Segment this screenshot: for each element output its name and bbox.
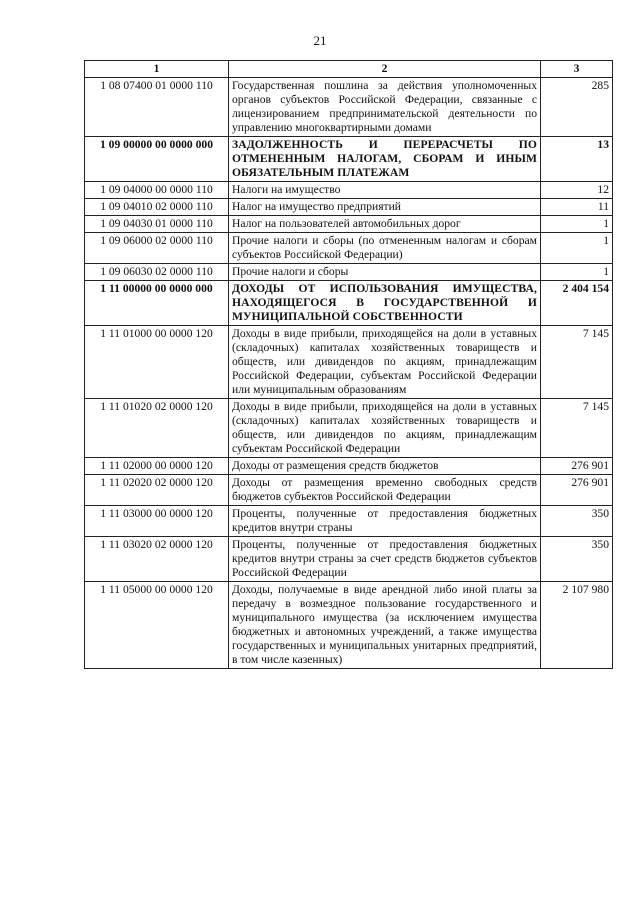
table-row xyxy=(85,475,613,506)
column-header-amount: 3 xyxy=(541,61,613,78)
row-code: 1 09 00000 00 0000 000 xyxy=(85,137,229,182)
column-header-name: 2 xyxy=(229,61,541,78)
row-name: Налог на пользователей автомобильных дорог xyxy=(229,216,541,233)
table-row xyxy=(85,281,613,326)
row-amount: 1 xyxy=(541,216,613,233)
row-code: 1 11 01020 02 0000 120 xyxy=(85,399,229,458)
row-name: Доходы от размещения временно свободных средств бюджетов субъектов Российской Федерации xyxy=(229,475,541,506)
row-amount: 7 145 xyxy=(541,326,613,399)
row-code: 1 09 04030 01 0000 110 xyxy=(85,216,229,233)
row-amount: 7 145 xyxy=(541,399,613,458)
row-name: Государственная пошлина за действия уполномоченных органов субъектов Российской Федерации, связанные с лицензированием предпринимательской деятельности по управлению многоквартирными домами xyxy=(229,78,541,137)
row-code: 1 11 02000 00 0000 120 xyxy=(85,458,229,475)
row-amount: 276 901 xyxy=(541,458,613,475)
table-row xyxy=(85,182,613,199)
row-amount: 2 404 154 xyxy=(541,281,613,326)
row-name: Прочие налоги и сборы xyxy=(229,264,541,281)
row-name: ДОХОДЫ ОТ ИСПОЛЬЗОВАНИЯ ИМУЩЕСТВА, НАХОДЯЩЕГОСЯ В ГОСУДАРСТВЕННОЙ И МУНИЦИПАЛЬНОЙ СОБСТВЕННОСТИ xyxy=(229,281,541,326)
row-code: 1 11 00000 00 0000 000 xyxy=(85,281,229,326)
table-row xyxy=(85,264,613,281)
row-code: 1 11 03020 02 0000 120 xyxy=(85,537,229,582)
row-amount: 1 xyxy=(541,264,613,281)
table-row xyxy=(85,506,613,537)
table-row xyxy=(85,233,613,264)
table-row xyxy=(85,199,613,216)
row-name: Доходы в виде прибыли, приходящейся на доли в уставных (складочных) капиталах хозяйственных товариществ и обществ, или дивидендов по акциям, принадлежащим Российской Федерации, субъектам Российской Федерации или муниципальным образованиям xyxy=(229,326,541,399)
table-row xyxy=(85,399,613,458)
column-header-code: 1 xyxy=(85,61,229,78)
row-code: 1 08 07400 01 0000 110 xyxy=(85,78,229,137)
row-amount: 11 xyxy=(541,199,613,216)
row-code: 1 09 06000 02 0000 110 xyxy=(85,233,229,264)
page-number: 21 xyxy=(313,33,327,48)
row-amount: 276 901 xyxy=(541,475,613,506)
row-name: Доходы в виде прибыли, приходящейся на доли в уставных (складочных) капиталах хозяйственных товариществ и обществ, или дивидендов по акциям, принадлежащим субъектам Российской Федерации xyxy=(229,399,541,458)
row-name: Проценты, полученные от предоставления бюджетных кредитов внутри страны xyxy=(229,506,541,537)
row-amount: 1 xyxy=(541,233,613,264)
table-row xyxy=(85,582,613,669)
row-amount: 350 xyxy=(541,506,613,537)
row-amount: 2 107 980 xyxy=(541,582,613,669)
row-code: 1 09 04010 02 0000 110 xyxy=(85,199,229,216)
revenue-table xyxy=(84,60,613,669)
row-code: 1 11 02020 02 0000 120 xyxy=(85,475,229,506)
table-row xyxy=(85,537,613,582)
row-name: Налоги на имущество xyxy=(229,182,541,199)
row-name: Доходы от размещения средств бюджетов xyxy=(229,458,541,475)
row-amount: 285 xyxy=(541,78,613,137)
row-code: 1 11 03000 00 0000 120 xyxy=(85,506,229,537)
table-row xyxy=(85,216,613,233)
row-amount: 13 xyxy=(541,137,613,182)
table-header-row xyxy=(85,61,613,78)
row-code: 1 11 05000 00 0000 120 xyxy=(85,582,229,669)
row-name: Налог на имущество предприятий xyxy=(229,199,541,216)
row-name: ЗАДОЛЖЕННОСТЬ И ПЕРЕРАСЧЕТЫ ПО ОТМЕНЕННЫМ НАЛОГАМ, СБОРАМ И ИНЫМ ОБЯЗАТЕЛЬНЫМ ПЛАТЕЖАМ xyxy=(229,137,541,182)
row-name: Проценты, полученные от предоставления бюджетных кредитов внутри страны за счет средств бюджетов субъектов Российской Федерации xyxy=(229,537,541,582)
table-row xyxy=(85,326,613,399)
row-name: Прочие налоги и сборы (по отмененным налогам и сборам субъектов Российской Федерации) xyxy=(229,233,541,264)
row-name: Доходы, получаемые в виде арендной либо иной платы за передачу в возмездное пользование государственного и муниципального имущества (за исключением имущества бюджетных и автономных учреждений, а также имущества государственных и муниципальных унитарных предприятий, в том числе казенных) xyxy=(229,582,541,669)
table-row xyxy=(85,137,613,182)
table-row xyxy=(85,78,613,137)
row-code: 1 09 04000 00 0000 110 xyxy=(85,182,229,199)
row-code: 1 11 01000 00 0000 120 xyxy=(85,326,229,399)
row-amount: 350 xyxy=(541,537,613,582)
row-amount: 12 xyxy=(541,182,613,199)
table-row xyxy=(85,458,613,475)
row-code: 1 09 06030 02 0000 110 xyxy=(85,264,229,281)
